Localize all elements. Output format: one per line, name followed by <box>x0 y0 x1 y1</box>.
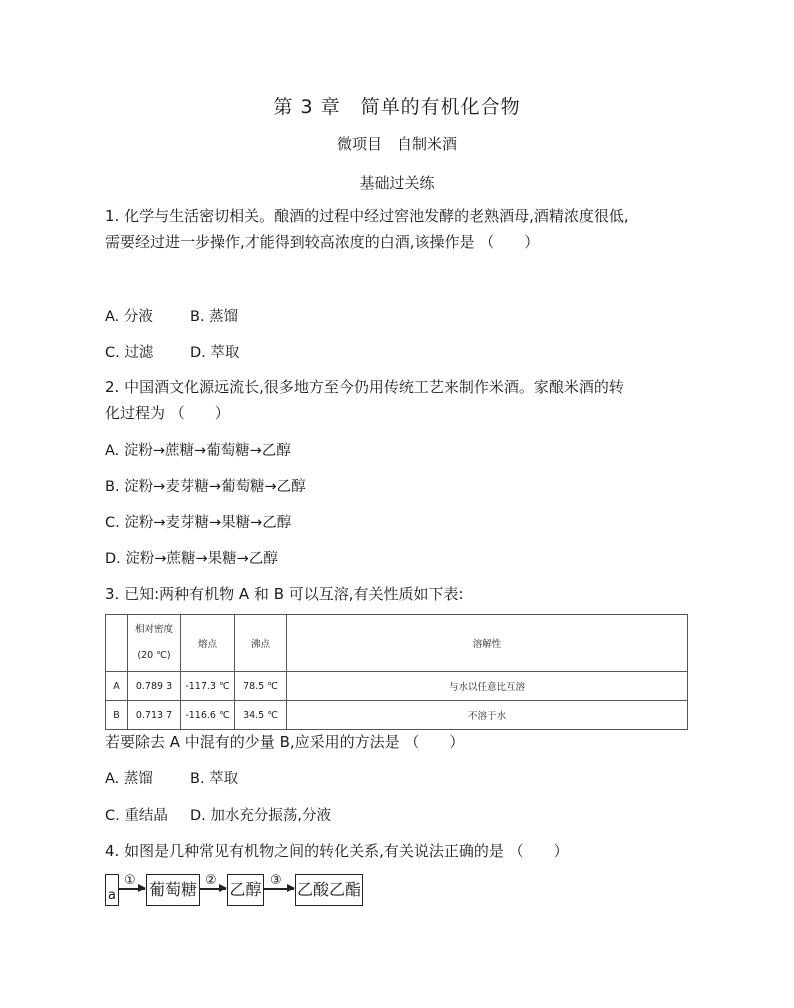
header-solubility: 溶解性 <box>287 615 688 672</box>
q1-option-d[interactable]: D. 萃取 <box>190 345 240 361</box>
q2-option-d[interactable]: D. 淀粉→蔗糖→果糖→乙醇 <box>105 551 278 567</box>
q2-stem-line1: 2. 中国酒文化源远流长,很多地方至今仍用传统工艺来制作米酒。家酿米酒的转 <box>105 378 624 396</box>
q2-option-b[interactable]: B. 淀粉→麦芽糖→葡萄糖→乙醇 <box>105 479 306 495</box>
arrow-3 <box>264 888 294 890</box>
q1-options-row2 <box>105 341 240 362</box>
row-a-boiling: 78.5 ℃ <box>235 672 287 701</box>
q2-option-c[interactable]: C. 淀粉→麦芽糖→果糖→乙醇 <box>105 515 292 531</box>
arrow-1 <box>119 888 145 890</box>
header-melting-point: 熔点 <box>181 615 235 672</box>
q3-option-d[interactable]: D. 加水充分振荡,分液 <box>190 808 331 824</box>
box-ethanol: 乙醇 <box>227 874 264 906</box>
row-b-melting: -116.6 ℃ <box>181 701 235 730</box>
row-b-solubility: 不溶于水 <box>287 701 688 730</box>
header-density-line1: 相对密度 <box>134 624 173 635</box>
step-1-label: ① <box>124 873 136 888</box>
table-row <box>106 701 688 730</box>
step-3-label: ③ <box>270 873 282 888</box>
row-b-name: B <box>106 701 128 730</box>
project-title: 微项目 自制米酒 <box>336 135 457 153</box>
header-density-line2: (20 ℃) <box>137 650 171 661</box>
properties-table <box>105 614 688 730</box>
step-2-label: ② <box>205 873 217 888</box>
box-glucose: 葡萄糖 <box>146 874 200 906</box>
row-a-melting: -117.3 ℃ <box>181 672 235 701</box>
chapter-title: 第 3 章 简单的有机化合物 <box>273 96 521 118</box>
arrow-2 <box>200 888 226 890</box>
q3-question: 若要除去 A 中混有的少量 B,应采用的方法是 （ ） <box>105 733 465 751</box>
q1-option-b[interactable]: B. 蒸馏 <box>190 309 239 325</box>
box-ethyl-acetate: 乙酸乙酯 <box>295 874 363 906</box>
box-a: a <box>105 874 119 906</box>
row-b-boiling: 34.5 ℃ <box>235 701 287 730</box>
q1-option-c[interactable]: C. 过滤 <box>105 345 154 361</box>
q3-option-c[interactable]: C. 重结晶 <box>105 808 168 824</box>
table-row <box>106 672 688 701</box>
q2-option-a[interactable]: A. 淀粉→蔗糖→葡萄糖→乙醇 <box>105 443 291 459</box>
header-boiling-point: 沸点 <box>235 615 287 672</box>
header-density <box>128 615 181 672</box>
header-empty <box>106 615 128 672</box>
row-a-name: A <box>106 672 128 701</box>
q3-options-row1 <box>105 767 239 788</box>
section-title: 基础过关练 <box>359 174 435 192</box>
q1-options-row1 <box>105 305 239 326</box>
q1-stem-line1: 1. 化学与生活密切相关。酿酒的过程中经过窖池发酵的老熟酒母,酒精浓度很低, <box>105 207 629 225</box>
q4-stem: 4. 如图是几种常见有机物之间的转化关系,有关说法正确的是 （ ） <box>105 842 569 860</box>
q3-option-b[interactable]: B. 萃取 <box>190 771 239 787</box>
row-b-density: 0.713 7 <box>128 701 181 730</box>
row-a-density: 0.789 3 <box>128 672 181 701</box>
q1-stem-line2: 需要经过进一步操作,才能得到较高浓度的白酒,该操作是 （ ） <box>105 233 540 251</box>
table-header-row <box>106 615 688 672</box>
row-a-solubility: 与水以任意比互溶 <box>287 672 688 701</box>
q1-option-a[interactable]: A. 分液 <box>105 309 153 325</box>
q3-option-a[interactable]: A. 蒸馏 <box>105 771 153 787</box>
q2-stem-line2: 化过程为 （ ） <box>105 404 230 422</box>
q3-options-row2 <box>105 804 331 825</box>
q3-intro: 3. 已知:两种有机物 A 和 B 可以互溶,有关性质如下表: <box>105 585 464 603</box>
